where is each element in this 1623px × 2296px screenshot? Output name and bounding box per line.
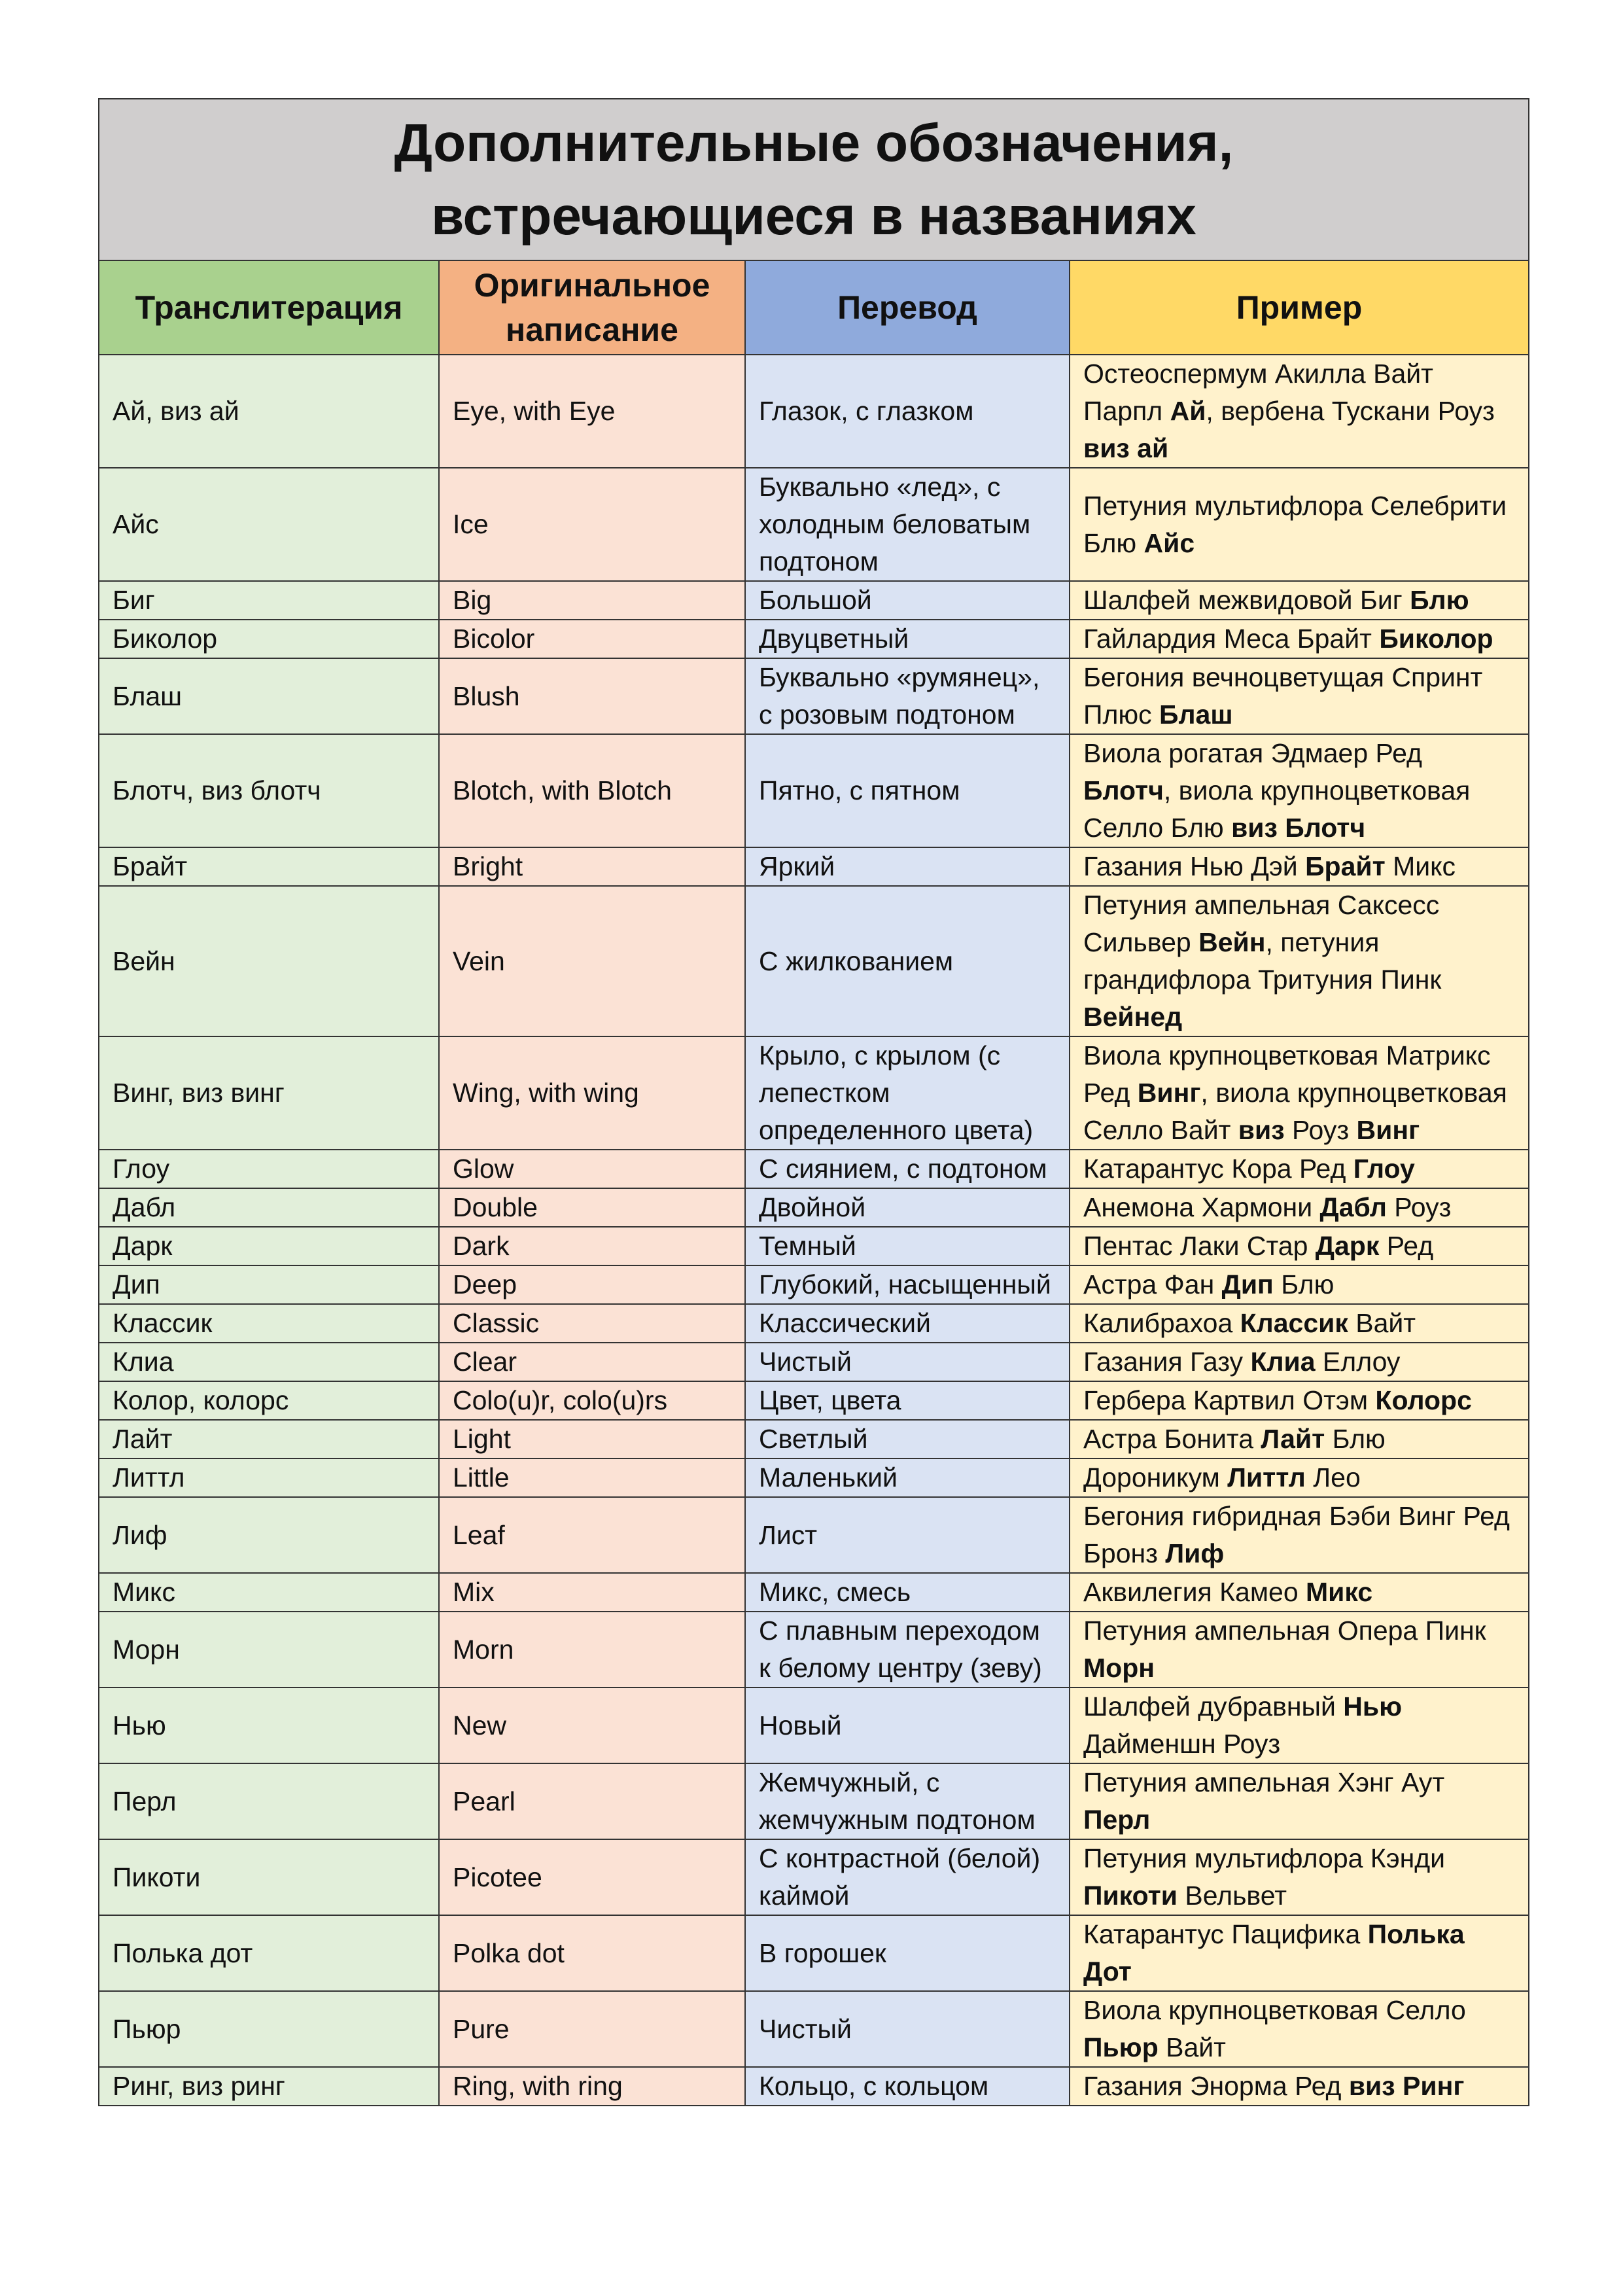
example-highlight: Айс [1143,527,1195,558]
original-spelling-cell: Colo(u)r, colo(u)rs [439,1381,745,1420]
translation-cell: С плавным переходом к белому центру (зеву) [745,1612,1070,1687]
table-row [99,1573,1529,1612]
example-text: Роуз [1386,1192,1452,1222]
table-row [99,1458,1529,1497]
translation-cell: Крыло, с крылом (с лепестком определенного цвета) [745,1036,1070,1150]
example-text: Шалфей дубравный [1083,1691,1344,1722]
translation-cell: Большой [745,581,1070,620]
translation-cell: Буквально «лед», с холодным беловатым подтоном [745,468,1070,581]
example-cell [1070,1227,1529,1265]
example-highlight: Брайт [1305,851,1386,881]
table-row [99,1991,1529,2067]
example-text: Гербера Картвил Отэм [1083,1385,1376,1415]
translation-cell: Жемчужный, с жемчужным подтоном [745,1763,1070,1839]
example-text: Вайт [1348,1308,1416,1338]
example-text: Вельвет [1177,1881,1287,1911]
translation-cell: Темный [745,1227,1070,1265]
transliteration-cell: Дип [99,1265,439,1304]
title-line-1: Дополнительные обозначения, [394,113,1234,173]
original-spelling-cell: Polka dot [439,1915,745,1991]
example-highlight: Пьюр [1083,2032,1159,2062]
example-cell [1070,2067,1529,2106]
example-cell [1070,1381,1529,1420]
original-spelling-cell: Wing, with wing [439,1036,745,1150]
translation-cell: Классический [745,1304,1070,1343]
translation-cell: Лист [745,1497,1070,1573]
column-header-translation: Перевод [745,260,1070,355]
example-text: Бегония вечноцветущая Спринт Плюс [1083,662,1483,730]
example-text: Ред [1379,1231,1434,1261]
transliteration-cell: Винг, виз винг [99,1036,439,1150]
example-text: Остеоспермум Акилла Вайт Парпл [1083,359,1433,426]
table-row [99,581,1529,620]
example-text: , виола крупноцветковая Селло Вайт [1083,1078,1507,1145]
original-spelling-cell: Dark [439,1227,745,1265]
example-text: , вербена Тускани Роуз [1206,396,1495,426]
example-highlight: Блю [1410,585,1469,615]
original-spelling-cell: Clear [439,1343,745,1381]
example-highlight: Нью [1343,1691,1403,1722]
example-text: Гайлардия Меса Брайт [1083,624,1380,654]
original-spelling-cell: Blotch, with Blotch [439,734,745,847]
example-cell [1070,1839,1529,1915]
example-cell [1070,847,1529,886]
example-highlight: Микс [1306,1577,1373,1607]
example-cell [1070,1458,1529,1497]
example-text: , петуния грандифлора Тритуния Пинк [1083,927,1442,995]
example-text: Виола рогатая Эдмаер Ред [1083,738,1422,768]
example-text: Петуния мультифлора Кэнди [1083,1843,1446,1873]
original-spelling-cell: Deep [439,1265,745,1304]
transliteration-cell: Ринг, виз ринг [99,2067,439,2106]
example-highlight: Ай [1170,396,1206,426]
translation-cell: Двуцветный [745,620,1070,658]
example-highlight: Перл [1083,1805,1151,1835]
transliteration-cell: Классик [99,1304,439,1343]
transliteration-cell: Ай, виз ай [99,355,439,468]
original-spelling-cell: Pure [439,1991,745,2067]
table-row [99,886,1529,1036]
translation-cell: Кольцо, с кольцом [745,2067,1070,2106]
translation-cell: Цвет, цвета [745,1381,1070,1420]
example-highlight: виз Ринг [1348,2071,1465,2101]
example-cell [1070,1188,1529,1227]
table-row [99,1150,1529,1188]
table-row [99,734,1529,847]
title-line-2: встречающиеся в названиях [431,186,1196,246]
transliteration-cell: Дабл [99,1188,439,1227]
table-row [99,1188,1529,1227]
example-text: Еллоу [1315,1347,1401,1377]
table-row [99,847,1529,886]
table-row [99,1265,1529,1304]
original-spelling-cell: New [439,1687,745,1763]
original-spelling-cell: Vein [439,886,745,1036]
example-text: Дайменшн Роуз [1083,1729,1281,1759]
example-cell [1070,1036,1529,1150]
table-row [99,1763,1529,1839]
table-row [99,620,1529,658]
example-text: Бегония гибридная Бэби Винг Ред Бронз [1083,1501,1510,1568]
original-spelling-cell: Pearl [439,1763,745,1839]
example-text: Виола крупноцветковая Селло [1083,1995,1466,2025]
transliteration-cell: Брайт [99,847,439,886]
original-spelling-cell: Ice [439,468,745,581]
example-cell [1070,658,1529,734]
original-spelling-cell: Picotee [439,1839,745,1915]
example-highlight: виз [1238,1115,1285,1145]
table-row [99,1304,1529,1343]
translation-cell: С контрастной (белой) каймой [745,1839,1070,1915]
example-text: Калибрахоа [1083,1308,1240,1338]
transliteration-cell: Вейн [99,886,439,1036]
translation-cell: Новый [745,1687,1070,1763]
table-row [99,1036,1529,1150]
column-header-row [99,260,1529,355]
example-cell [1070,734,1529,847]
example-text: Петуния ампельная Хэнг Аут [1083,1767,1445,1797]
example-text: Катарантус Пацифика [1083,1919,1368,1949]
translation-cell: Микс, смесь [745,1573,1070,1612]
example-text: Анемона Хармони [1083,1192,1320,1222]
example-highlight: Литтл [1227,1462,1306,1492]
original-spelling-cell: Morn [439,1612,745,1687]
transliteration-cell: Блотч, виз блотч [99,734,439,847]
example-cell [1070,1265,1529,1304]
transliteration-cell: Колор, колорс [99,1381,439,1420]
example-text: Дороникум [1083,1462,1228,1492]
example-highlight: Блотч [1083,775,1164,805]
example-text: Газания Газу [1083,1347,1251,1377]
translation-cell: С сиянием, с подтоном [745,1150,1070,1188]
table-row [99,2067,1529,2106]
original-spelling-cell: Big [439,581,745,620]
translation-cell: Чистый [745,1343,1070,1381]
example-cell [1070,1497,1529,1573]
example-cell [1070,1991,1529,2067]
table-row [99,1420,1529,1458]
table-row [99,1497,1529,1573]
translation-cell: С жилкованием [745,886,1070,1036]
transliteration-cell: Нью [99,1687,439,1763]
example-cell [1070,886,1529,1036]
example-highlight: Морн [1083,1653,1155,1683]
translation-cell: Двойной [745,1188,1070,1227]
example-text: Петуния мультифлора Селебрити Блю [1083,490,1507,558]
example-text: Газания Энорма Ред [1083,2071,1349,2101]
original-spelling-cell: Eye, with Eye [439,355,745,468]
example-text: Блю [1325,1424,1386,1454]
example-text: Катарантус Кора Ред [1083,1154,1353,1184]
example-highlight: Вейнед [1083,1002,1183,1032]
example-text: Вайт [1158,2032,1226,2062]
column-header-original: Оригинальное написание [439,260,745,355]
example-text: Аквилегия Камео [1083,1577,1306,1607]
example-highlight: Глоу [1353,1154,1415,1184]
terms-table [98,98,1529,2106]
example-highlight: Клиа [1250,1347,1316,1377]
original-spelling-cell: Glow [439,1150,745,1188]
table-title [99,99,1529,260]
example-text: Роуз [1284,1115,1357,1145]
translation-cell: Маленький [745,1458,1070,1497]
translation-cell: Яркий [745,847,1070,886]
transliteration-cell: Блаш [99,658,439,734]
example-highlight: виз Блотч [1231,813,1366,843]
example-highlight: Пикоти [1083,1881,1178,1911]
translation-cell: Буквально «румянец», с розовым подтоном [745,658,1070,734]
example-highlight: Дарк [1315,1231,1380,1261]
original-spelling-cell: Leaf [439,1497,745,1573]
example-cell [1070,1343,1529,1381]
example-text: Блю [1273,1269,1335,1299]
table-row [99,1839,1529,1915]
transliteration-cell: Пьюр [99,1991,439,2067]
translation-cell: В горошек [745,1915,1070,1991]
document-sheet [98,98,1528,2106]
example-cell [1070,620,1529,658]
translation-cell: Глубокий, насыщенный [745,1265,1070,1304]
example-highlight: Дип [1221,1269,1274,1299]
example-text: Петуния ампельная Саксесс Сильвер [1083,890,1440,957]
transliteration-cell: Клиа [99,1343,439,1381]
example-cell [1070,1150,1529,1188]
transliteration-cell: Биг [99,581,439,620]
column-header-transliteration: Транслитерация [99,260,439,355]
example-text: Шалфей межвидовой Биг [1083,585,1410,615]
translation-cell: Светлый [745,1420,1070,1458]
original-spelling-cell: Blush [439,658,745,734]
table-row [99,1612,1529,1687]
original-spelling-cell: Ring, with ring [439,2067,745,2106]
transliteration-cell: Микс [99,1573,439,1612]
table-row [99,355,1529,468]
transliteration-cell: Перл [99,1763,439,1839]
example-text: Астра Фан [1083,1269,1222,1299]
example-cell [1070,1612,1529,1687]
example-text: Петуния ампельная Опера Пинк [1083,1616,1486,1646]
translation-cell: Глазок, с глазком [745,355,1070,468]
transliteration-cell: Лайт [99,1420,439,1458]
example-highlight: Полька Дот [1083,1919,1465,1987]
example-highlight: Лайт [1261,1424,1325,1454]
example-cell [1070,355,1529,468]
original-spelling-cell: Light [439,1420,745,1458]
table-row [99,1381,1529,1420]
example-highlight: Вейн [1198,927,1266,957]
example-highlight: Лиф [1165,1538,1225,1568]
original-spelling-cell: Little [439,1458,745,1497]
translation-cell: Пятно, с пятном [745,734,1070,847]
original-spelling-cell: Bright [439,847,745,886]
transliteration-cell: Лиф [99,1497,439,1573]
example-text: Газания Нью Дэй [1083,851,1306,881]
example-highlight: Биколор [1379,624,1493,654]
table-row [99,658,1529,734]
example-text: Лео [1305,1462,1361,1492]
example-cell [1070,1687,1529,1763]
translation-cell: Чистый [745,1991,1070,2067]
example-text: Виола крупноцветковая Матрикс Ред [1083,1040,1491,1108]
example-text: Пентас Лаки Стар [1083,1231,1316,1261]
transliteration-cell: Литтл [99,1458,439,1497]
example-cell [1070,581,1529,620]
original-spelling-cell: Double [439,1188,745,1227]
transliteration-cell: Биколор [99,620,439,658]
transliteration-cell: Глоу [99,1150,439,1188]
example-highlight: виз ай [1083,433,1169,463]
table-row [99,1227,1529,1265]
example-highlight: Дабл [1319,1192,1387,1222]
example-highlight: Винг [1356,1115,1420,1145]
transliteration-cell: Айс [99,468,439,581]
example-highlight: Винг [1137,1078,1201,1108]
table-row [99,1687,1529,1763]
example-text: Астра Бонита [1083,1424,1261,1454]
example-cell [1070,1420,1529,1458]
transliteration-cell: Пикоти [99,1839,439,1915]
example-cell [1070,1763,1529,1839]
example-cell [1070,468,1529,581]
example-highlight: Блаш [1159,699,1233,730]
table-row [99,468,1529,581]
example-highlight: Классик [1240,1308,1348,1338]
original-spelling-cell: Mix [439,1573,745,1612]
original-spelling-cell: Bicolor [439,620,745,658]
transliteration-cell: Дарк [99,1227,439,1265]
original-spelling-cell: Classic [439,1304,745,1343]
transliteration-cell: Полька дот [99,1915,439,1991]
table-row [99,1343,1529,1381]
example-text: Микс [1385,851,1456,881]
example-cell [1070,1915,1529,1991]
example-highlight: Колорс [1375,1385,1472,1415]
example-text: , виола крупноцветковая Селло Блю [1083,775,1471,843]
transliteration-cell: Морн [99,1612,439,1687]
example-cell [1070,1573,1529,1612]
example-cell [1070,1304,1529,1343]
table-row [99,1915,1529,1991]
column-header-example: Пример [1070,260,1529,355]
table-body [99,355,1529,2106]
